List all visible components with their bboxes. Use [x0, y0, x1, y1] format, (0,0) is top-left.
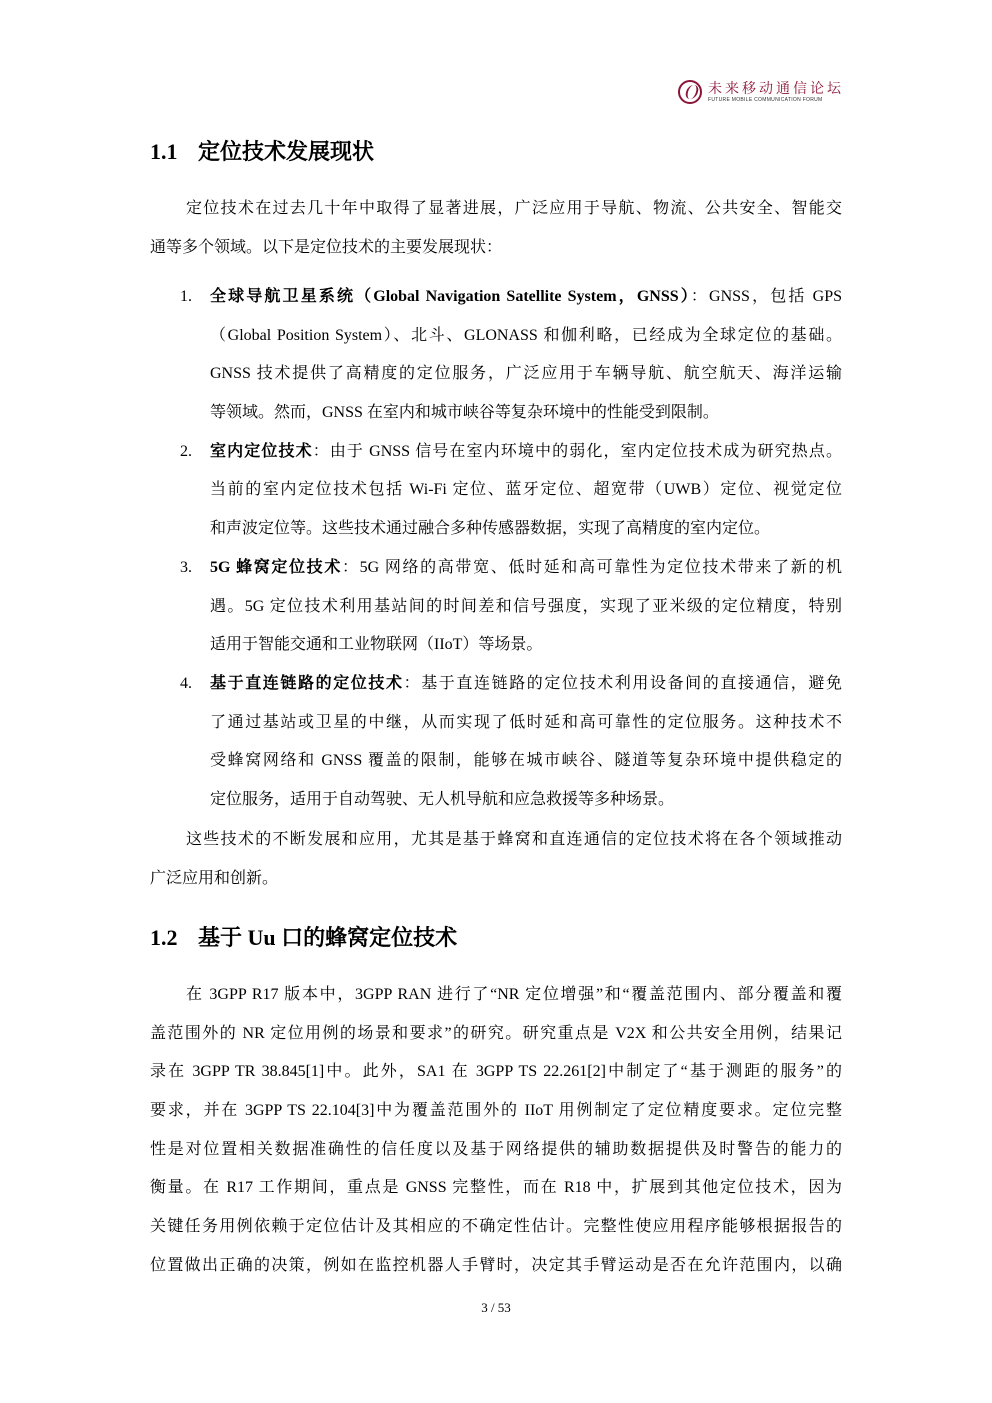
text-line: 室内定位技术：由于 GNSS 信号在室内环境中的弱化，室内定位技术成为研究热点。: [210, 442, 842, 460]
text-line: 全球导航卫星系统（Global Navigation Satellite System，GNSS）：GNSS，包括 GPS: [210, 288, 842, 305]
text-line: 性是对位置相关数据准确性的信任度以及基于网络提供的辅助数据提供及时警告的能力的: [150, 1140, 842, 1158]
text-line: 在 3GPP R17 版本中，3GPP RAN 进行了“NR 定位增强”和“覆盖范围内、部分覆盖和覆: [186, 986, 842, 1003]
section-heading-1-2: 1.2 基于 Uu 口的蜂窝定位技术: [150, 925, 458, 950]
logo-cn-text: 未来移动通信论坛: [708, 81, 844, 97]
page-number: 3 / 53: [481, 1300, 511, 1315]
logo-en-text: FUTURE MOBILE COMMUNICATION FORUM: [708, 96, 823, 103]
uu-paragraph: [150, 976, 842, 1286]
text-line: 通等多个领域。以下是定位技术的主要发展现状：: [150, 238, 503, 256]
text-line: GNSS 技术提供了高精度的定位服务，广泛应用于车辆导航、航空航天、海洋运输: [210, 365, 842, 383]
text-line: 等领域。然而，GNSS 在室内和城市峡谷等复杂环境中的性能受到限制。: [210, 404, 719, 422]
text-line: 定位技术在过去几十年中取得了显著进展，广泛应用于导航、物流、公共安全、智能交: [186, 200, 842, 217]
text-line: 当前的室内定位技术包括 Wi-Fi 定位、蓝牙定位、超宽带（UWB）定位、视觉定位: [210, 481, 842, 499]
technology-list: [150, 278, 842, 820]
text-line: （Global Position System）、北斗、GLONASS 和伽利略，已经成为全球定位的基础。: [210, 326, 842, 344]
text-line: 适用于智能交通和工业物联网（IIoT）等场景。: [210, 636, 543, 654]
intro-paragraph: [150, 190, 842, 267]
text-line: 衡量。在 R17 工作期间，重点是 GNSS 完整性，而在 R18 中，扩展到其他定位技术，因为: [150, 1179, 842, 1197]
text-line: 遇。5G 定位技术利用基站间的时间差和信号强度，实现了亚米级的定位精度，特别: [210, 597, 842, 615]
text-line: 了通过基站或卫星的中继，从而实现了低时延和高可靠性的定位服务。这种技术不: [210, 713, 842, 731]
text-line: 这些技术的不断发展和应用，尤其是基于蜂窝和直连通信的定位技术将在各个领域推动: [186, 831, 842, 848]
outro-paragraph: [150, 821, 842, 898]
list-item: 3. 5G 蜂窝定位技术：5G 网络的高带宽、低时延和高可靠性为定位技术带来了新的机 遇。5G 定位技术利用基站间的时间差和信号强度，实现了亚米级的定位精度，特别 适用于智能交通和工业物联网（IIoT）等场景。: [150, 549, 842, 665]
text-line: 5G 蜂窝定位技术：5G 网络的高带宽、低时延和高可靠性为定位技术带来了新的机: [210, 558, 842, 576]
text-line: 要求，并在 3GPP TS 22.104[3]中为覆盖范围外的 IIoT 用例制定了定位精度要求。定位完整: [150, 1102, 842, 1120]
text-line: 位置做出正确的决策，例如在监控机器人手臂时，决定其手臂运动是否在允许范围内，以确: [150, 1256, 842, 1274]
text-line: 和声波定位等。这些技术通过融合多种传感器数据，实现了高精度的室内定位。: [210, 520, 771, 538]
forum-logo: [678, 80, 844, 104]
list-item: 4. 基于直连链路的定位技术：基于直连链路的定位技术利用设备间的直接通信，避免 了通过基站或卫星的中继，从而实现了低时延和高可靠性的定位服务。这种技术不 受蜂窝网络和 GNSS 覆盖的限制，能够在城市峡谷、隧道等复杂环境中提供稳定的 定位服务，适用于自动驾驶、无人机导航和应急救援等多种场景。: [150, 665, 842, 820]
text-line: 广泛应用和创新。: [150, 869, 279, 887]
text-line: 基于直连链路的定位技术：基于直连链路的定位技术利用设备间的直接通信，避免: [210, 674, 842, 692]
section-heading-1-1: 1.1 定位技术发展现状: [150, 139, 375, 164]
text-line: 关键任务用例依赖于定位估计及其相应的不确定性估计。完整性使应用程序能够根据报告的: [150, 1218, 842, 1236]
list-item: 1. 全球导航卫星系统（Global Navigation Satellite System，GNSS）：GNSS，包括 GPS （Global Position System）、北斗、GLONASS 和伽利略，已经成为全球定位的基础。 GNSS 技术提供了高精度的定位服务，广泛应用于车辆导航、航空航天、海洋运输 等领域。然而，GNSS 在室内和城市峡谷等复杂环境中的性能受到限制。: [150, 278, 842, 433]
logo-emblem-icon: [678, 80, 702, 104]
text-line: 录在 3GPP TR 38.845[1]中。此外，SA1 在 3GPP TS 22.261[2]中制定了“基于测距的服务”的: [150, 1063, 842, 1081]
text-line: 受蜂窝网络和 GNSS 覆盖的限制，能够在城市峡谷、隧道等复杂环境中提供稳定的: [210, 752, 842, 770]
text-line: 盖范围外的 NR 定位用例的场景和要求”的研究。研究重点是 V2X 和公共安全用例，结果记: [150, 1024, 842, 1042]
list-item: 2. 室内定位技术：由于 GNSS 信号在室内环境中的弱化，室内定位技术成为研究热点。 当前的室内定位技术包括 Wi-Fi 定位、蓝牙定位、超宽带（UWB）定位、视觉定位 和声波定位等。这些技术通过融合多种传感器数据，实现了高精度的室内定位。: [150, 433, 842, 549]
text-line: 定位服务，适用于自动驾驶、无人机导航和应急救援等多种场景。: [210, 790, 675, 808]
